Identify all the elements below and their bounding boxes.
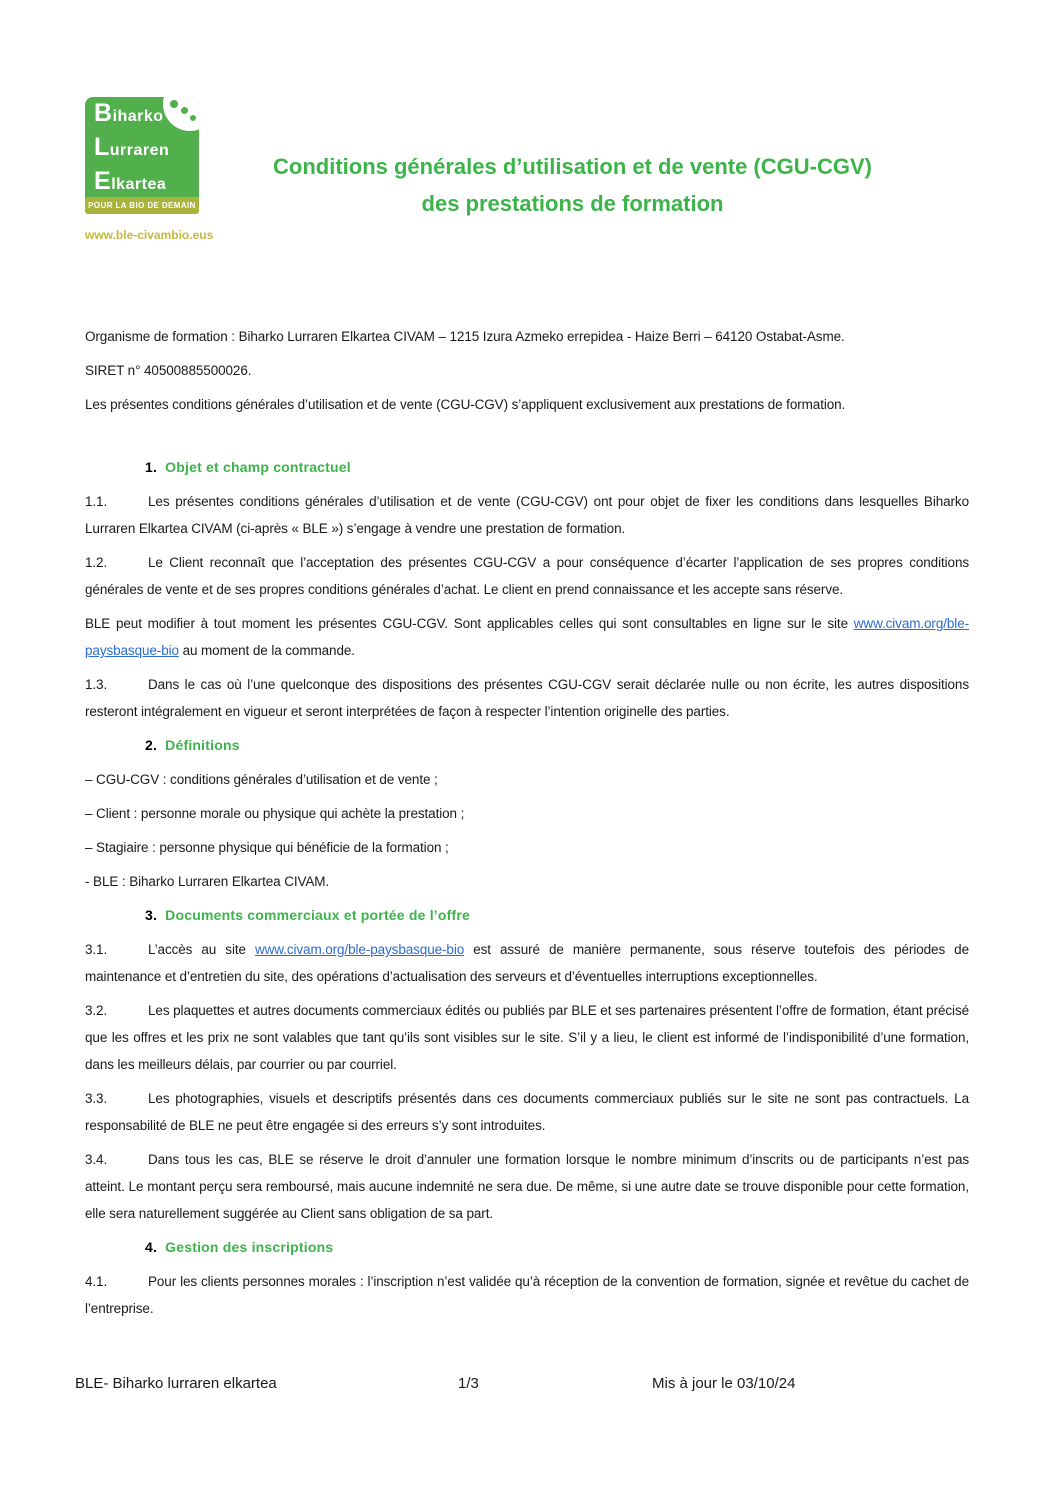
- clause-3-1-suffix: est assuré de manière permanente, sous réserve toutefois des périodes de maintenance et d’entretien du site, des opérations d’actualisation des serveurs et d’éventuelles interruptions exceptionnelles.: [85, 942, 969, 984]
- clause-1-3-number: 1.3.: [85, 677, 108, 692]
- clause-3-1-prefix: L’accès au site: [148, 942, 255, 957]
- section-heading-3: [85, 902, 969, 929]
- clause-3-4-number: 3.4.: [85, 1152, 108, 1167]
- section-3-title: Documents commerciaux et portée de l’offre: [165, 907, 470, 923]
- clause-1-1: [85, 488, 969, 542]
- modification-text-prefix: BLE peut modifier à tout moment les présentes CGU-CGV. Sont applicables celles qui sont consultables en ligne sur le site: [85, 616, 854, 631]
- logo-word-lurraren: Lurraren: [94, 133, 170, 161]
- clause-3-2-text: Les plaquettes et autres documents commerciaux édités ou publiés par BLE et ses partenaires présentent l’offre de formation, étant précisé que les offres et les prix ne sont valables que tant qu’ils sont visibles sur le site. S’il y a lieu, le client est informé de l’indisponibilité d’une formation, dans les meilleurs délais, par courrier ou par courriel.: [85, 1003, 969, 1072]
- logo-tagline: POUR LA BIO DE DEMAIN: [85, 197, 199, 214]
- link-civam-site[interactable]: www.civam.org/ble-paysbasque-bio: [85, 616, 969, 658]
- page-footer: [0, 1375, 1060, 1405]
- clause-3-4: [85, 1146, 969, 1227]
- clause-3-2-number: 3.2.: [85, 1003, 108, 1018]
- definition-client: – Client : personne morale ou physique qui achète la prestation ;: [85, 806, 465, 821]
- paragraph-scope: Les présentes conditions générales d’utilisation et de vente (CGU-CGV) s’appliquent exclusivement aux prestations de formation.: [85, 397, 846, 412]
- logo-word-elkartea: Elkartea: [94, 167, 167, 195]
- clause-3-4-text: Dans tous les cas, BLE se réserve le droit d’annuler une formation lorsque le nombre minimum d’inscrits ou de participants n’est pas atteint. Le montant perçu sera remboursé, mais aucune indemnité ne sera due. De même, si une autre date se trouve disponible pour cette formation, elle sera naturellement suggérée au Client sans obligation de sa part.: [85, 1152, 969, 1221]
- section-4-number: 4.: [145, 1239, 158, 1255]
- definition-ble: - BLE : Biharko Lurraren Elkartea CIVAM.: [85, 874, 330, 889]
- paragraph-modification: [85, 610, 969, 664]
- modification-text-suffix: au moment de la commande.: [178, 643, 355, 658]
- section-heading-2: [85, 732, 969, 759]
- paragraph-organisme: Organisme de formation : Biharko Lurraren Elkartea CIVAM – 1215 Izura Azmeko errepidea - Haize Berri – 64120 Ostabat-Asme.: [85, 329, 845, 344]
- section-2-title: Définitions: [165, 737, 240, 753]
- link-civam-site-2[interactable]: www.civam.org/ble-paysbasque-bio: [254, 942, 465, 957]
- clause-3-1: [85, 936, 969, 990]
- logo-website-text: www.ble-civambio.eus: [85, 228, 214, 242]
- footer-page-number: 1/3: [458, 1375, 479, 1392]
- clause-3-2: [85, 997, 969, 1078]
- footer-updated-date: Mis à jour le 03/10/24: [652, 1375, 796, 1392]
- page-title-line2: des prestations de formation: [421, 191, 724, 216]
- clause-3-3-text: Les photographies, visuels et descriptifs présentés dans ces documents commerciaux publiés sur le site ne sont pas contractuels. La responsabilité de BLE ne peut être engagée si des erreurs s’y sont introduites.: [85, 1091, 969, 1133]
- document-body: [85, 323, 969, 1329]
- clause-4-1-number: 4.1.: [85, 1274, 108, 1289]
- ble-logo: [85, 97, 214, 242]
- logo-dot-icon: [170, 100, 178, 108]
- clause-1-3-text: Dans le cas où l’une quelconque des dispositions des présentes CGU-CGV serait déclarée nulle ou non écrite, les autres dispositions resteront intégralement en vigueur et seront interprétées de façon à respecter l’intention originelle des parties.: [85, 677, 969, 719]
- clause-3-3: [85, 1085, 969, 1139]
- clause-4-1: [85, 1268, 969, 1322]
- section-heading-4: [85, 1234, 969, 1261]
- section-4-title: Gestion des inscriptions: [165, 1239, 334, 1255]
- logo-dot-icon: [181, 107, 188, 114]
- paragraph-siret: SIRET n° 40500885500026.: [85, 363, 252, 378]
- page-title: [200, 148, 945, 222]
- definition-cgu-cgv: – CGU-CGV : conditions générales d’utilisation et de vente ;: [85, 772, 438, 787]
- section-2-number: 2.: [145, 737, 158, 753]
- clause-1-1-text: Les présentes conditions générales d’utilisation et de vente (CGU-CGV) ont pour objet de fixer les conditions dans lesquelles Biharko Lurraren Elkartea CIVAM (ci-après « BLE ») s’engage à vendre une prestation de formation.: [85, 494, 969, 536]
- clause-3-1-number: 3.1.: [85, 942, 108, 957]
- section-1-number: 1.: [145, 459, 158, 475]
- clause-4-1-text: Pour les clients personnes morales : l’inscription n’est validée qu’à réception de la convention de formation, signée et revêtue du cachet de l’entreprise.: [85, 1274, 969, 1316]
- clause-1-2-text: Le Client reconnaît que l’acceptation des présentes CGU-CGV a pour conséquence d’écarter l’application de ses propres conditions générales de vente et de ses propres conditions générales d’achat. Le client en prend connaissance et les accepte sans réserve.: [85, 555, 969, 597]
- logo-dot-icon: [190, 115, 196, 121]
- footer-organization: BLE- Biharko lurraren elkartea: [75, 1375, 277, 1392]
- section-1-title: Objet et champ contractuel: [165, 459, 351, 475]
- definition-stagiaire: – Stagiaire : personne physique qui bénéficie de la formation ;: [85, 840, 449, 855]
- page-title-line1: Conditions générales d’utilisation et de vente (CGU-CGV): [273, 154, 872, 179]
- clause-1-1-number: 1.1.: [85, 494, 108, 509]
- clause-1-2: [85, 549, 969, 603]
- section-3-number: 3.: [145, 907, 158, 923]
- clause-3-3-number: 3.3.: [85, 1091, 108, 1106]
- clause-1-2-number: 1.2.: [85, 555, 108, 570]
- logo-word-biharko: Biharko: [94, 99, 164, 127]
- section-heading-1: [85, 454, 969, 481]
- ble-logo-square: [85, 97, 199, 197]
- clause-1-3: [85, 671, 969, 725]
